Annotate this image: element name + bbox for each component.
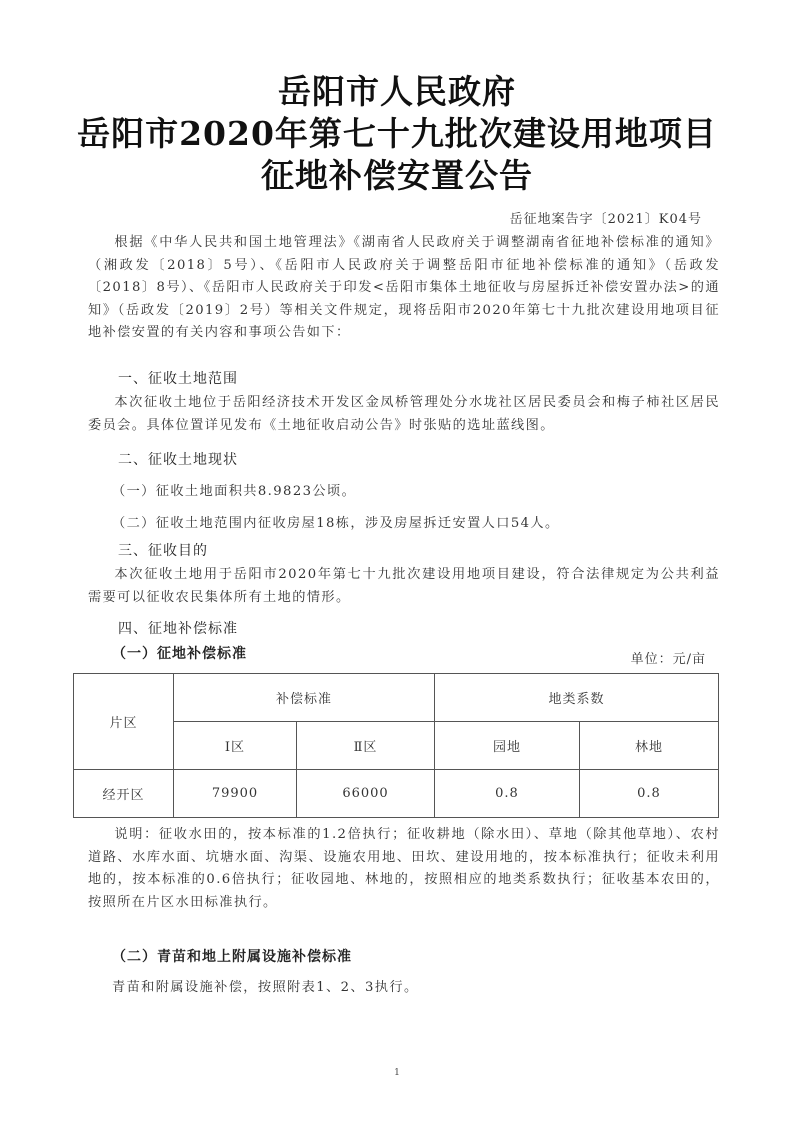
title-issuer: 岳阳市人民政府 — [278, 72, 516, 111]
cell-zone-2: 66000 — [297, 770, 435, 818]
section-2-heading: 二、征收土地现状 — [118, 452, 238, 468]
section-3-heading: 三、征收目的 — [118, 543, 208, 559]
header-forest: 林地 — [580, 722, 719, 770]
section-4-sub1-heading: （一）征地补偿标准 — [112, 646, 247, 662]
section-3-text: 本次征收土地用于岳阳市2020年第七十九批次建设用地项目建设，符合法律规定为公共利益需要可以征收农民集体所有土地的情形。 — [88, 567, 720, 605]
section-1-heading: 一、征收土地范围 — [118, 371, 238, 387]
title-project: 岳阳市2020年第七十九批次建设用地项目 — [77, 114, 717, 153]
document-number: 岳征地案告字〔2021〕K04号 — [509, 212, 702, 227]
header-area: 片区 — [74, 674, 174, 770]
section-4-sub2-text: 青苗和附属设施补偿，按照附表1、2、3执行。 — [112, 980, 419, 995]
section-2-item-1: （一）征收土地面积共8.9823公顷。 — [112, 484, 357, 499]
title-notice: 征地补偿安置公告 — [261, 156, 533, 195]
intro-paragraph: 根据《中华人民共和国土地管理法》《湖南省人民政府关于调整湖南省征地补偿标准的通知》（湘政发〔2018〕5号）、《岳阳市人民政府关于调整岳阳市征地补偿标准的通知》（岳政发〔2018〕8号）、《岳阳市人民政府关于印发<岳阳市集体土地征收与房屋拆迁补偿安置办法>的通知》（岳政发〔2019〕2号）等相关文件规定，现将岳阳市2020年第七十九批次建设用地项目征地补偿安置的有关内容和事项公告如下： — [88, 235, 720, 340]
cell-garden: 0.8 — [435, 770, 580, 818]
table-note: 说明：征收水田的，按本标准的1.2倍执行；征收耕地（除水田）、草地（除其他草地）、农村道路、水库水面、坑塘水面、沟渠、设施农用地、田坎、建设用地的，按本标准执行；征收未利用地的，按本标准的0.6倍执行；征收园地、林地的，按照相应的地类系数执行；征收基本农田的，按照所在片区水田标准执行。 — [88, 827, 720, 910]
compensation-table — [73, 673, 719, 818]
header-zone-2: Ⅱ区 — [297, 722, 435, 770]
header-garden: 园地 — [435, 722, 580, 770]
cell-forest: 0.8 — [580, 770, 719, 818]
section-4-heading: 四、征地补偿标准 — [118, 621, 238, 637]
page-number: 1 — [394, 1068, 400, 1078]
cell-area: 经开区 — [74, 770, 174, 818]
header-coefficient: 地类系数 — [435, 674, 719, 722]
header-standard: 补偿标准 — [174, 674, 435, 722]
table-row — [74, 770, 719, 818]
cell-zone-1: 79900 — [174, 770, 297, 818]
unit-label: 单位：元/亩 — [630, 652, 706, 667]
header-zone-1: Ⅰ区 — [174, 722, 297, 770]
section-1-text: 本次征收土地位于岳阳经济技术开发区金凤桥管理处分水垅社区居民委员会和梅子柿社区居民委员会。具体位置详见发布《土地征收启动公告》时张贴的选址蓝线图。 — [88, 395, 720, 433]
section-4-sub2-heading: （二）青苗和地上附属设施补偿标准 — [112, 949, 352, 965]
section-2-item-2: （二）征收土地范围内征收房屋18栋，涉及房屋拆迁安置人口54人。 — [112, 516, 560, 531]
